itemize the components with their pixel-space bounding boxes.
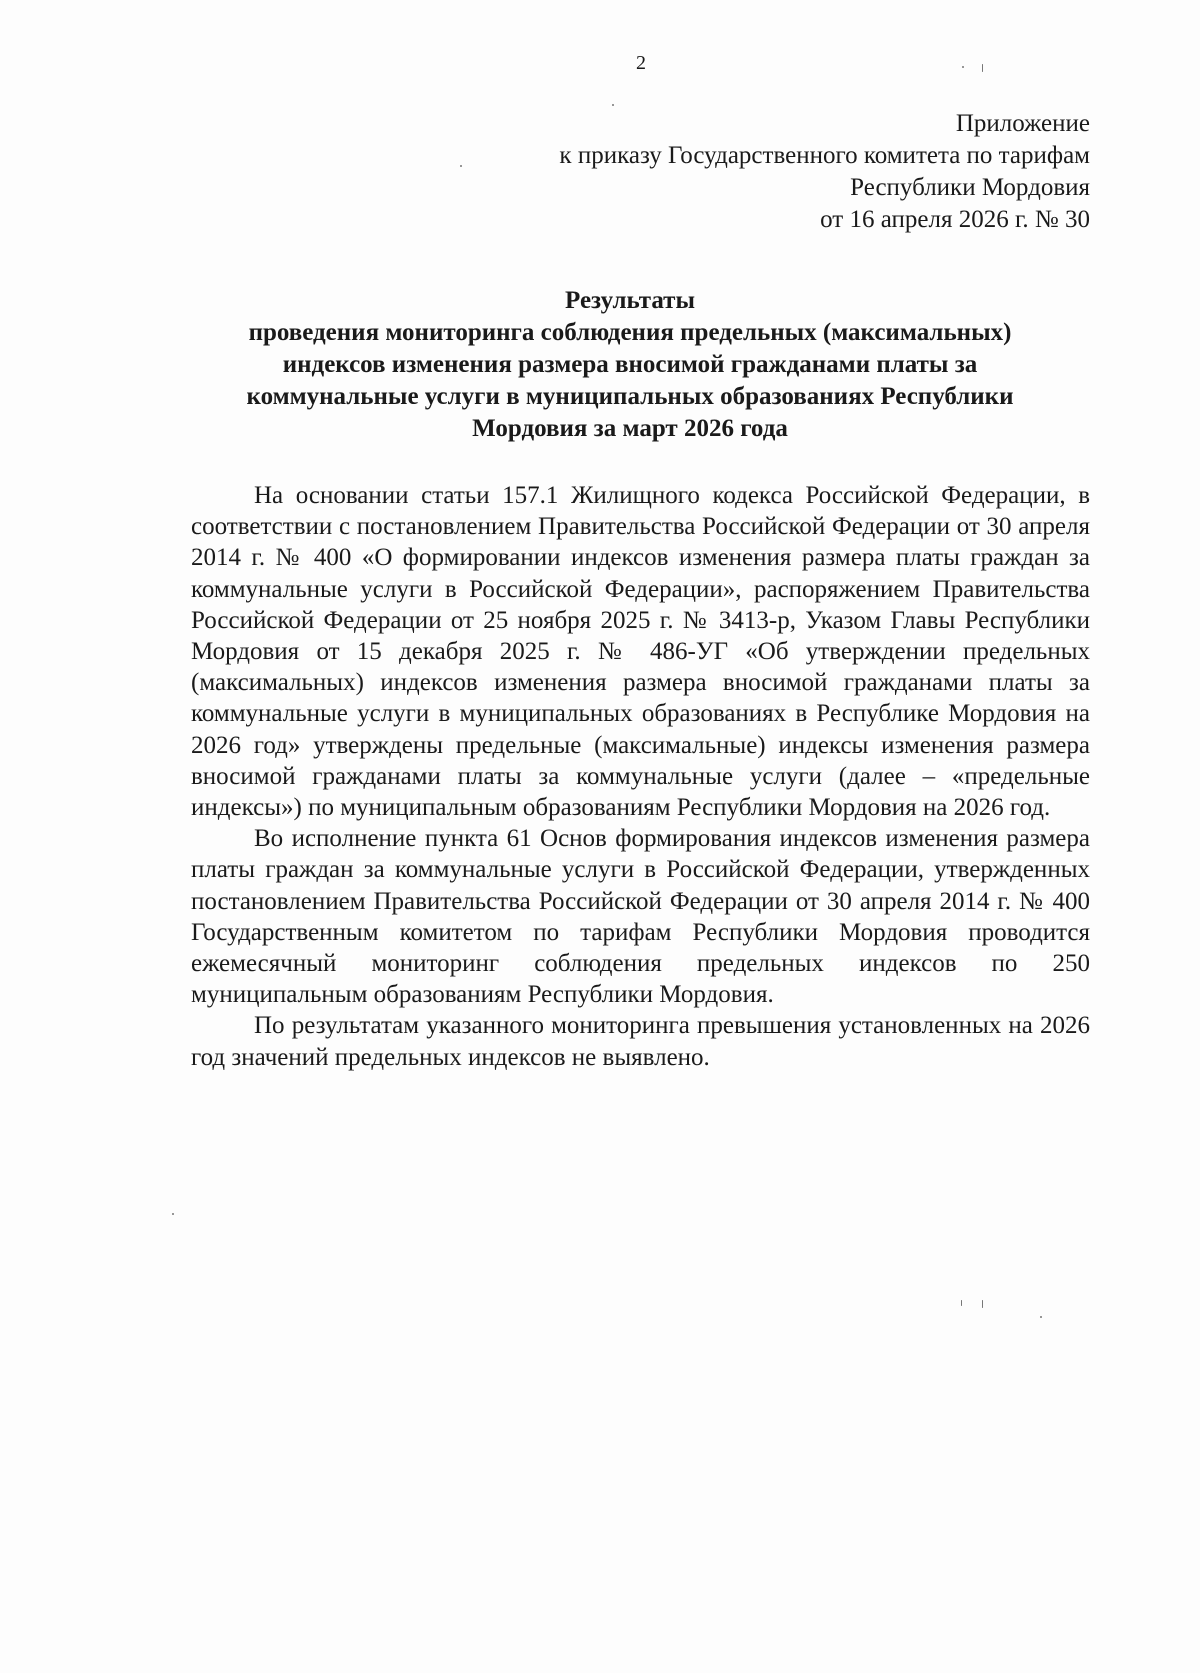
- body-paragraph: Во исполнение пункта 61 Основ формирования индексов изменения размера платы граждан за коммунальные услуги в Российской Федерации, утвержденных постановлением Правительства Российской Федерации от 30 апреля 2014 г. № 400 Государственным комитетом по тарифам Республики Мордовия проводится ежемесячный мониторинг соблюдения предельных индексов по 250 муниципальным образованиям Республики Мордовия.: [191, 825, 1090, 1009]
- title-line: коммунальные услуги в муниципальных образованиях Республики: [246, 383, 1014, 410]
- title-line: проведения мониторинга соблюдения предельных (максимальных): [248, 319, 1012, 346]
- title-line: Мордовия за март 2026 года: [472, 415, 788, 442]
- appendix-line: к приказу Государственного комитета по тарифам: [559, 142, 1090, 169]
- title-line: индексов изменения размера вносимой гражданами платы за: [282, 351, 978, 378]
- appendix-line: от 16 апреля 2026 г. № 30: [820, 206, 1090, 233]
- scan-speck: [962, 66, 964, 68]
- body-paragraph: По результатам указанного мониторинга превышения установленных на 2026 год значений предельных индексов не выявлено.: [191, 1012, 1090, 1071]
- scan-speck: [982, 64, 983, 72]
- appendix-line: Приложение: [955, 110, 1090, 137]
- scan-speck: [961, 1300, 962, 1306]
- scan-speck: [1040, 1316, 1042, 1318]
- page-number: 2: [636, 52, 646, 74]
- appendix-line: Республики Мордовия: [850, 174, 1090, 201]
- title-line: Результаты: [565, 287, 695, 314]
- document-body: [191, 480, 1090, 1073]
- appendix-header: [559, 108, 1090, 236]
- document-title: [190, 285, 1070, 445]
- body-paragraph: На основании статьи 157.1 Жилищного кодекса Российской Федерации, в соответствии с постановлением Правительства Российской Федерации от 30 апреля 2014 г. № 400 «О формировании индексов изменения размера платы граждан за коммунальные услуги в Российской Федерации», распоряжением Правительства Российской Федерации от 25 ноября 2025 г. № 3413-р, Указом Главы Республики Мордовия от 15 декабря 2025 г. № 486-УГ «Об утверждении предельных (максимальных) индексов изменения размера вносимой гражданами платы за коммунальные услуги в муниципальных образованиях в Республике Мордовия на 2026 год» утверждены предельные (максимальные) индексы изменения размера вносимой гражданами платы за коммунальные услуги (далее – «предельные индексы») по муниципальным образованиям Республики Мордовия на 2026 год.: [191, 482, 1090, 822]
- scan-speck: [172, 1213, 174, 1215]
- scan-speck: [460, 165, 462, 167]
- scan-speck: [982, 1300, 983, 1308]
- scan-speck: [612, 104, 614, 106]
